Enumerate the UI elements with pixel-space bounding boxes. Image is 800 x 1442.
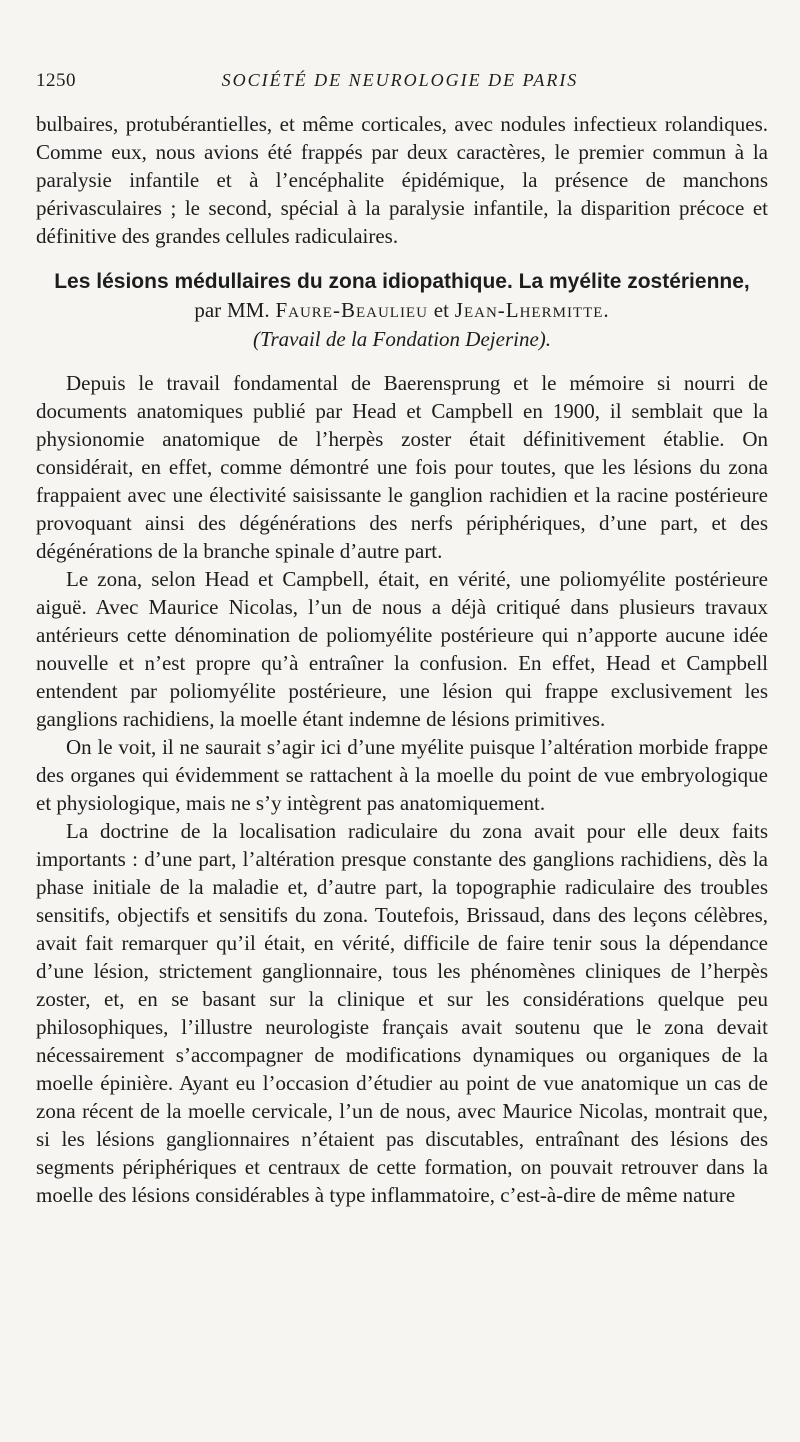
paragraph-2: Le zona, selon Head et Campbell, était, en vérité, une poliomyélite postérieure aiguë. Avec Maurice Nicolas, l’un de nous a déjà critiqué dans plusieurs travaux antérieurs cette dénomination de poliomyélite postérieure qui n’apporte aucune idée nouvelle et n’est propre qu’à entraîner la confusion. En effet, Head et Campbell entendent par poliomyélite postérieure, une lésion qui frappe exclusivement les ganglions rachidiens, la moelle étant indemne de lésions primitives. (36, 567, 768, 731)
article-title: Les lésions médullaires du zona idiopathique. La myélite zostérienne, (54, 270, 750, 293)
paragraph-4: La doctrine de la localisation radiculaire du zona avait pour elle deux faits importants : d’une part, l’altération presque constante des ganglions rachidiens, dès la phase initiale de la maladie et, d’autre part, la topographie radiculaire des troubles sensitifs, objectifs et sensitifs du zona. Toutefois, Brissaud, dans des leçons célèbres, avait fait remarquer qu’il était, en vérité, difficile de faire tenir sous la dépendance d’une lésion, strictement ganglionnaire, tous les phénomènes cliniques de l’herpès zoster, et, en se basant sur la clinique et sur les considérations quelque peu philosophiques, l’illustre neurologiste français avait soutenu que le zona devait nécessairement s’accompagner de modifications dynamiques ou organiques de la moelle épinière. Ayant eu l’occasion d’étudier au point de vue anatomique un cas de zona récent de la moelle cervicale, l’un de nous, avec Maurice Nicolas, montrait que, si les lésions ganglionnaires n’étaient pas discutables, entraînant des lésions des segments périphériques et centraux de cette formation, on pouvait retrouver dans la moelle des lésions considérables à type inflammatoire, c’est-à-dire de même nature (36, 819, 768, 1207)
paragraph-continued: bulbaires, protubérantielles, et même corticales, avec nodules infectieux rolandiques. Comme eux, nous avions été frappés par deux caractères, le premier commun à la paralysie infantile et à l’encéphalite épidémique, la présence de manchons périvasculaires ; le second, spécial à la paralysie infantile, la disparition précoce et définitive des grandes cellules radiculaires. (36, 112, 768, 248)
article-authors (36, 296, 768, 325)
authors-par: par (194, 298, 222, 322)
running-head (0, 70, 800, 96)
paragraph-1: Depuis le travail fondamental de Baerensprung et le mémoire si nourri de documents anatomiques publié par Head et Campbell en 1900, il semblait que la physionomie anatomique de l’herpès zoster était définitivement établie. On considérait, en effet, comme démontré une fois pour toutes, que les lésions du zona frappaient avec une électivité saisissante le ganglion rachidien et la racine postérieure provoquant ainsi des dégénérations des nerfs périphériques, d’une part, et des dégénérations de la branche spinale d’autre part. (36, 371, 768, 563)
journal-title: SOCIÉTÉ DE NEUROLOGIE DE PARIS (221, 70, 579, 90)
body-text (36, 110, 768, 1209)
page-number: 1250 (36, 70, 76, 91)
authors-mm: MM. (226, 298, 270, 322)
article-affiliation: (Travail de la Fondation Dejerine). (252, 327, 552, 351)
paragraph-3: On le voit, il ne saurait s’agir ici d’une myélite puisque l’altération morbide frappe des organes qui évidemment se rattachent à la moelle du point de vue embryologique et physiologique, mais ne s’y intègrent pas anatomiquement. (36, 735, 768, 815)
author-1: Faure-Beaulieu (275, 298, 428, 322)
article-heading (36, 268, 768, 353)
author-2: Jean-Lhermitte. (454, 298, 610, 322)
authors-et: et (433, 298, 449, 322)
